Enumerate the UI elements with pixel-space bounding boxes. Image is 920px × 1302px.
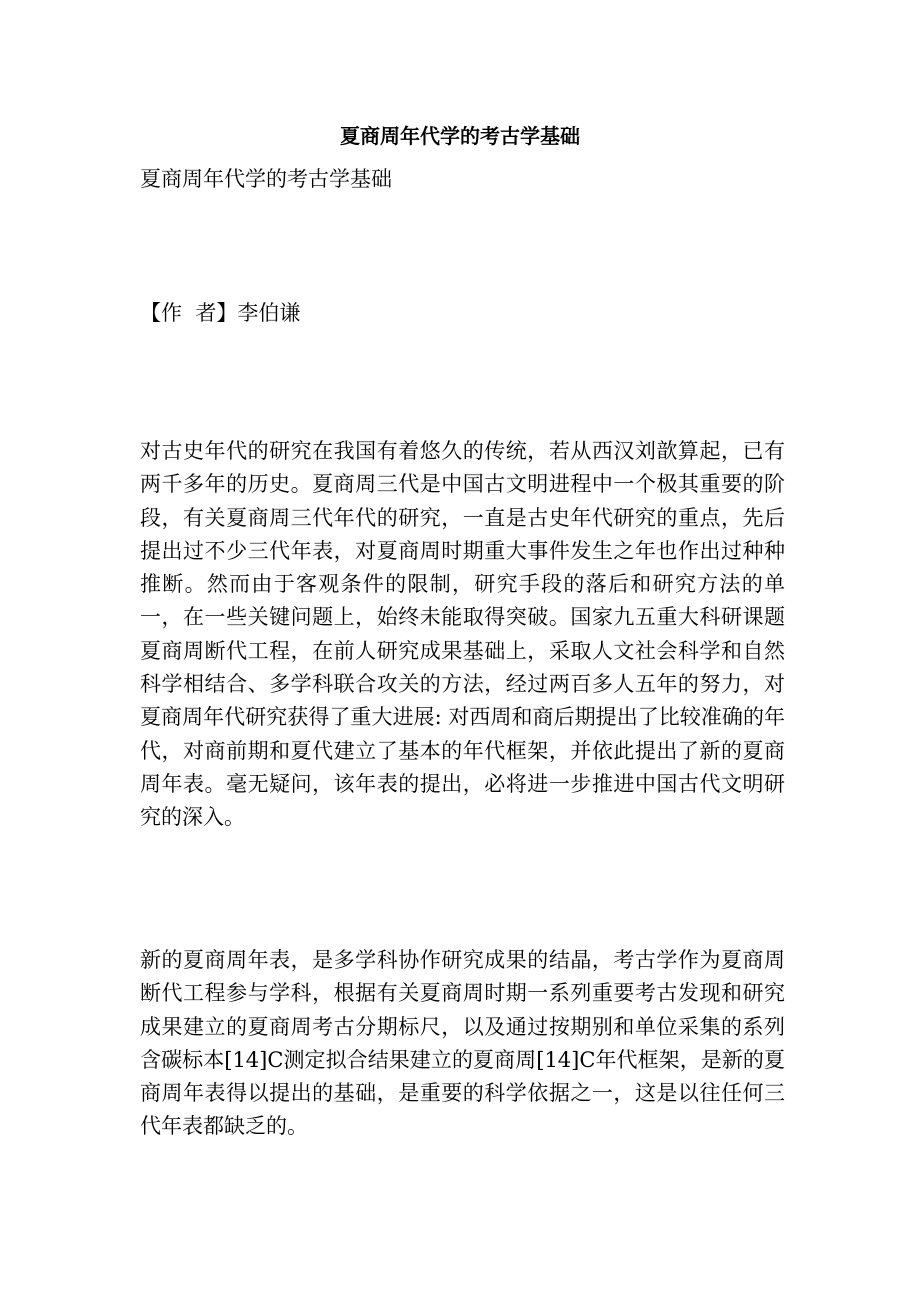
document-title: 夏商周年代学的考古学基础 (340, 124, 580, 148)
paragraph-archaeology: 新的夏商周年表，是多学科协作研究成果的结晶，考古学作为夏商周断代工程参与学科，根据有关夏商周时期一系列重要考古发现和研究成果建立的夏商周考古分期标尺，以及通过按期别和单位采集的系列含碳标本[14]C测定拟合结果建立的夏商周[14]C年代框架，是新的夏商周年表得以提出的基础，是重要的科学依据之一，这是以往任何三代年表都缺乏的。 (140, 948, 785, 1139)
document-subtitle: 夏商周年代学的考古学基础 (140, 167, 392, 191)
author-line: 【作 者】李伯谦 (140, 301, 301, 325)
paragraph-intro: 对古史年代的研究在我国有着悠久的传统，若从西汉刘歆算起，已有两千多年的历史。夏商周三代是中国古文明进程中一个极其重要的阶段，有关夏商周三代年代的研究，一直是古史年代研究的重点，先后提出过不少三代年表，对夏商周时期重大事件发生之年也作出过种种推断。然而由于客观条件的限制，研究手段的落后和研究方法的单一，在一些关键问题上，始终未能取得突破。国家九五重大科研课题夏商周断代工程，在前人研究成果基础上，采取人文社会科学和自然科学相结合、多学科联合攻关的方法，经过两百多人五年的努力，对夏商周年代研究获得了重大进展: 对西周和商后期提出了比较准确的年代，对商前期和夏代建立了基本的年代框架，并依此提出了新的夏商周年表。毫无疑问，该年表的提出，必将进一步推进中国古代文明研究的深入。 (140, 439, 785, 830)
